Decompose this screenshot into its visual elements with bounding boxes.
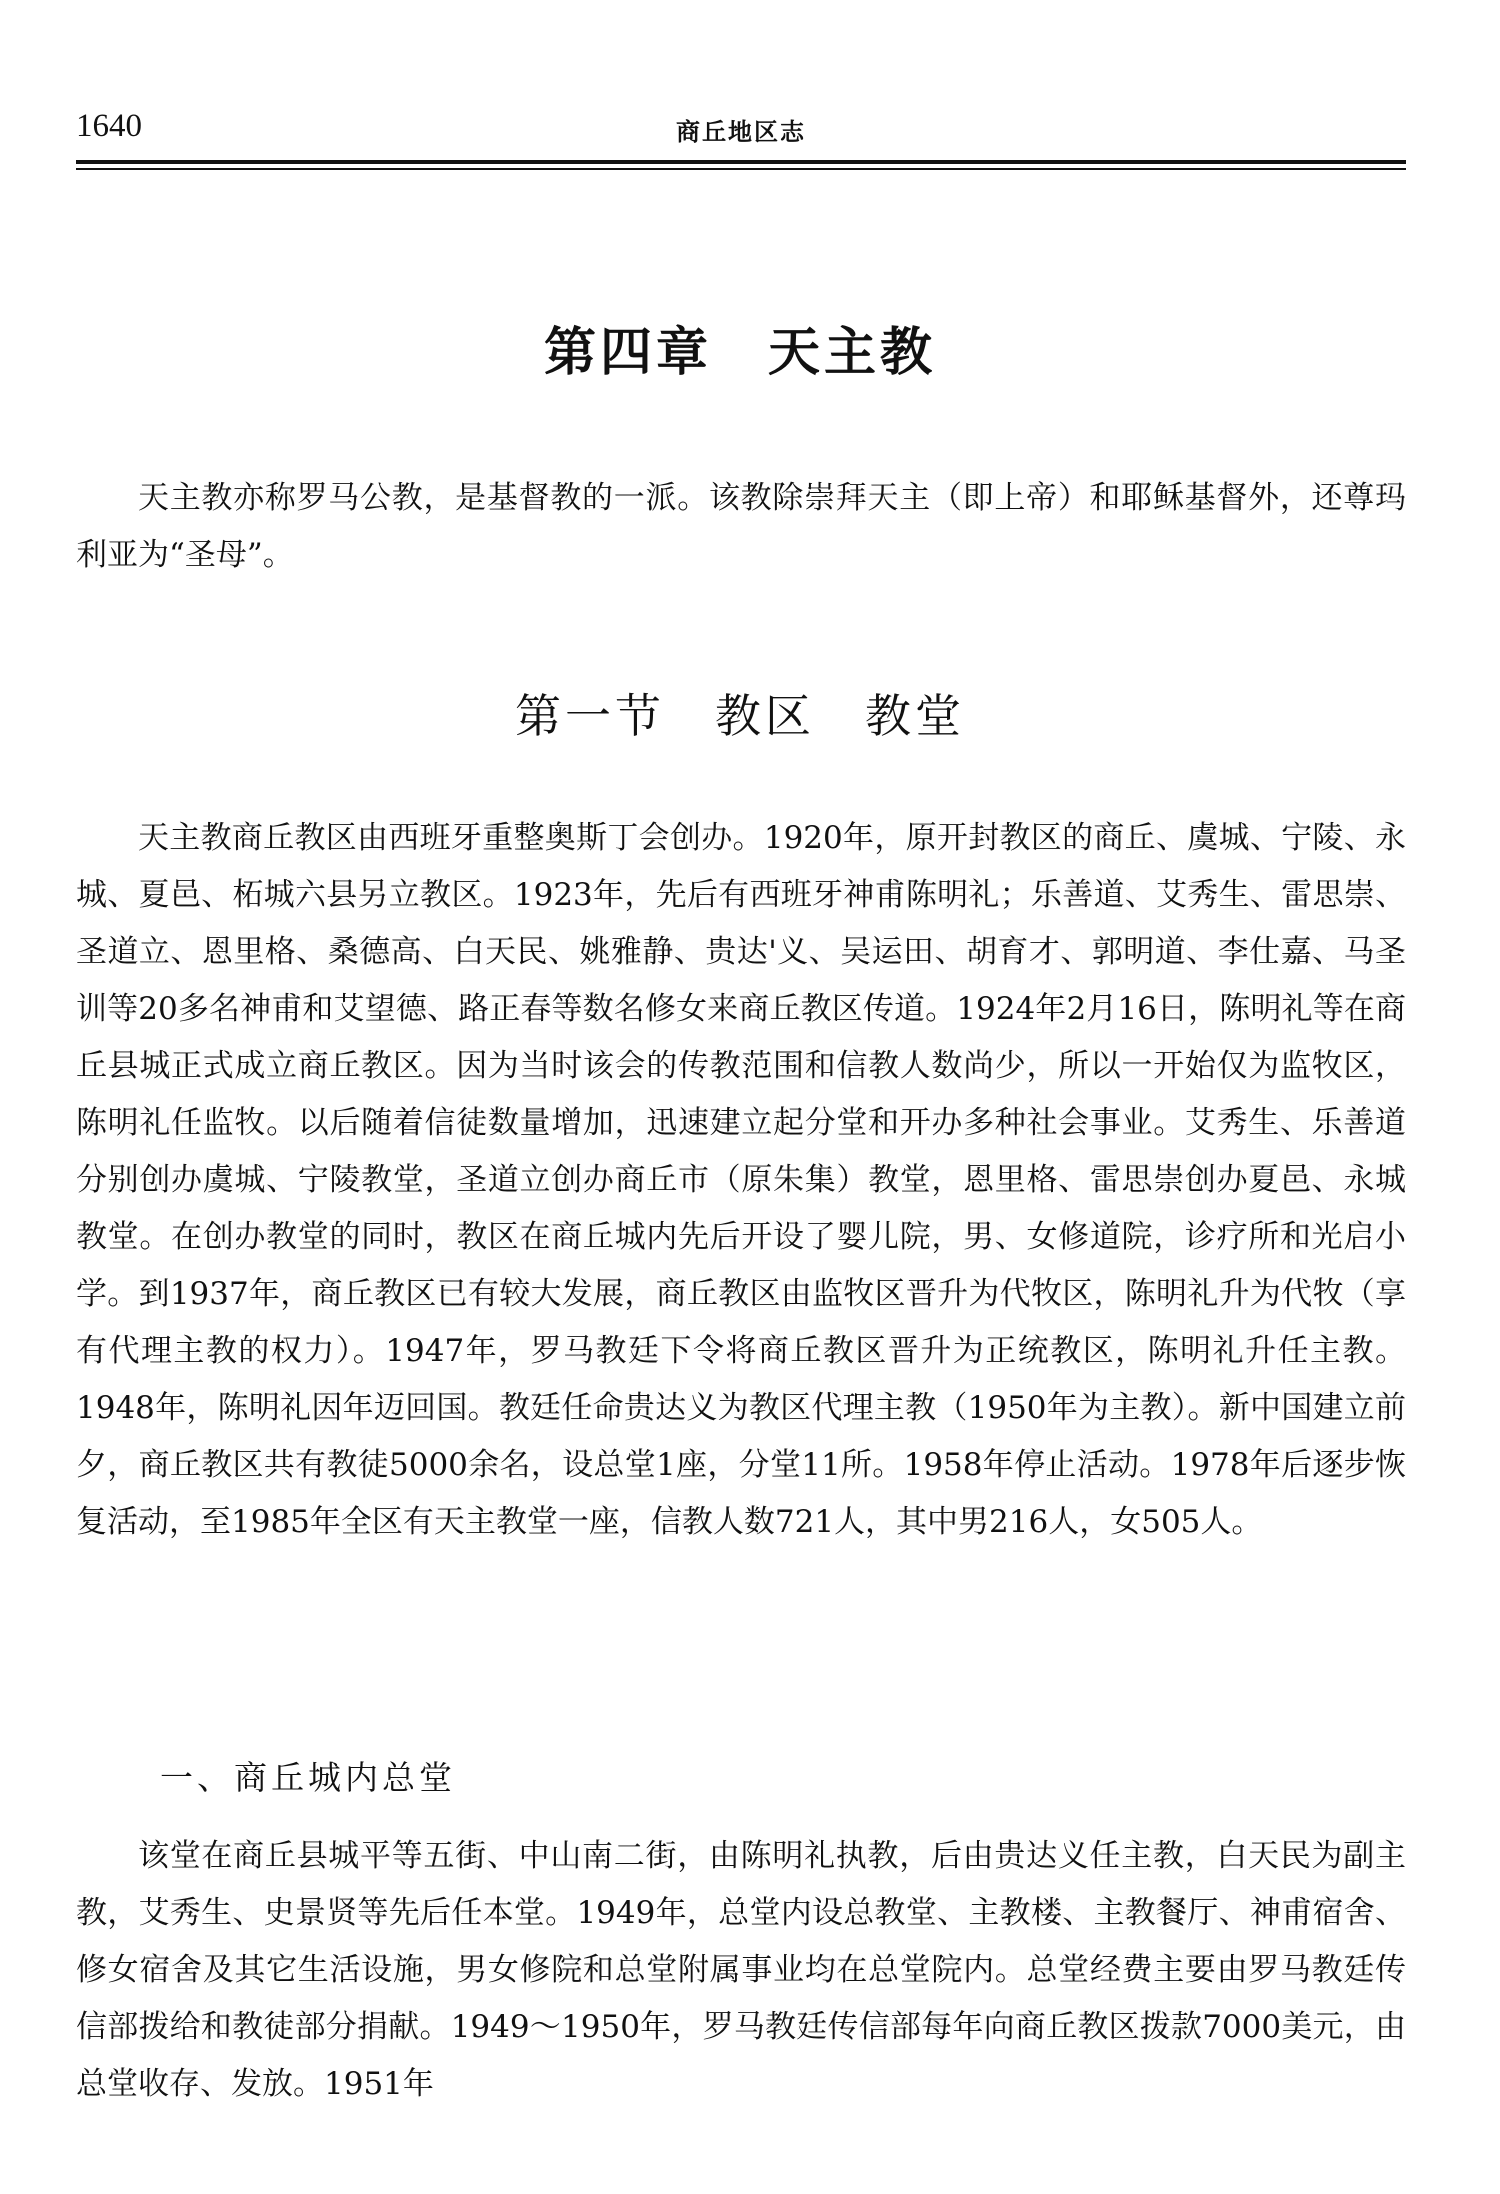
section-paragraph: 天主教商丘教区由西班牙重整奥斯丁会创办。1920年，原开封教区的商丘、虞城、宁陵、永城、夏邑、柘城六县另立教区。1923年，先后有西班牙神甫陈明礼；乐善道、艾秀生、雷思崇、圣道立、恩里格、桑德高、白天民、姚雅静、贵达'义、吴运田、胡育才、郭明道、李仕嘉、马圣训等20多名神甫和艾望德、路正春等数名修女来商丘教区传道。1924年2月16日，陈明礼等在商丘县城正式成立商丘教区。因为当时该会的传教范围和信教人数尚少，所以一开始仅为监牧区，陈明礼任监牧。以后随着信徒数量增加，迅速建立起分堂和开办多种社会事业。艾秀生、乐善道分别创办虞城、宁陵教堂，圣道立创办商丘市（原朱集）教堂，恩里格、雷思崇创办夏邑、永城教堂。在创办教堂的同时，教区在商丘城内先后开设了婴儿院，男、女修道院，诊疗所和光启小学。到1937年，商丘教区已有较大发展，商丘教区由监牧区晋升为代牧区，陈明礼升为代牧（享有代理主教的权力）。1947年，罗马教廷下令将商丘教区晋升为正统教区，陈明礼升任主教。1948年，陈明礼因年迈回国。教廷任命贵达义为教区代理主教（1950年为主教）。新中国建立前夕，商丘教区共有教徒5000余名，设总堂1座，分堂11所。1958年停止活动。1978年后逐步恢复活动，至1985年全区有天主教堂一座，信教人数721人，其中男216人，女505人。: [76, 820, 1406, 1540]
page-header: [76, 108, 1406, 148]
running-title: 商丘地区志: [676, 117, 806, 146]
page-number: 1640: [76, 108, 142, 144]
intro-paragraph: 天主教亦称罗马公教，是基督教的一派。该教除崇拜天主（即上帝）和耶稣基督外，还尊玛利亚为“圣母”。: [76, 480, 1406, 573]
header-rule-thick: [76, 160, 1406, 164]
chapter-title: 第四章 天主教: [543, 323, 936, 383]
subsection-paragraph: 该堂在商丘县城平等五街、中山南二街，由陈明礼执教，后由贵达义任主教，白天民为副主教，艾秀生、史景贤等先后任本堂。1949年，总堂内设总教堂、主教楼、主教餐厅、神甫宿舍、修女宿舍及其它生活设施，男女修院和总堂附属事业均在总堂院内。总堂经费主要由罗马教廷传信部拨给和教徒部分捐献。1949～1950年，罗马教廷传信部每年向商丘教区拨款7000美元，由总堂收存、发放。1951年: [76, 1838, 1406, 2102]
header-rule-thin: [76, 168, 1406, 170]
section-title: 第一节 教区 教堂: [515, 689, 965, 743]
subsection-title: 一、商丘城内总堂: [160, 1758, 456, 1797]
